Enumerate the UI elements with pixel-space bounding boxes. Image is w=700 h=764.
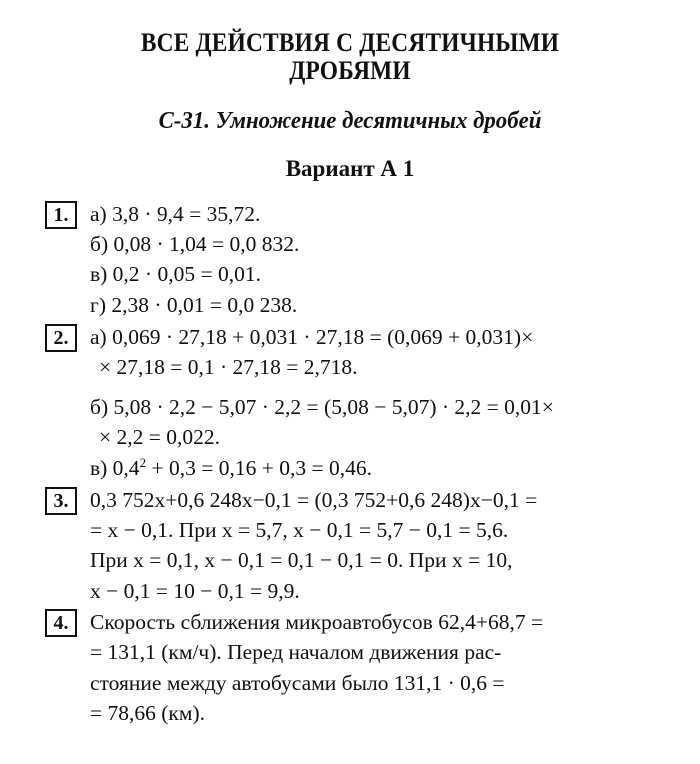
problem-line: = 131,1 (км/ч). Перед началом движения рас- [90,640,502,664]
problem-line: x − 0,1 = 10 − 0,1 = 9,9. [90,579,300,603]
problem-line: в) 0,2 · 0,05 = 0,01. [90,262,261,286]
problem-line: × 2,2 = 0,022. [99,425,221,449]
problem-line: а) 0,069 · 27,18 + 0,031 · 27,18 = (0,069 + 0,031)× [90,325,534,349]
problem-line: в) $0,4^2 + 0,3 = 0,16 + 0,3 = 0,46$. [90,454,372,480]
page-title-line2: ДРОБЯМИ [289,56,411,85]
problem-line: × 27,18 = 0,1 · 27,18 = 2,718. [99,355,358,379]
problem-line: = 78,66 (км). [90,701,205,725]
problem-line: = x − 0,1. При x = 5,7, x − 0,1 = 5,7 − 0,1 = 5,6. [90,518,509,542]
page-title-line1: ВСЕ ДЕЙСТВИЯ С ДЕСЯТИЧНЫМИ [140,28,560,57]
problem-number-box: 1. [45,201,77,229]
variant-title: Вариант А 1 [285,156,415,181]
problem-number-box: 2. [45,324,77,352]
problem-line: 0,3 752x+0,6 248x−0,1 = (0,3 752+0,6 248)x−0,1 = [90,488,538,512]
problem-line: Скорость сближения микроавтобусов 62,4+68,7 = [90,610,544,634]
problem-line: а) 3,8 · 9,4 = 35,72. [90,202,261,226]
problem-number-box: 3. [45,487,77,515]
problem-number-box: 4. [45,609,77,637]
problem-line: стояние между автобусами было 131,1 · 0,6 = [90,671,505,695]
problem-line: б) 0,08 · 1,04 = 0,0 832. [90,232,300,256]
problem-line: г) 2,38 · 0,01 = 0,0 238. [90,293,298,317]
problem-line: б) 5,08 · 2,2 − 5,07 · 2,2 = (5,08 − 5,07) · 2,2 = 0,01× [90,395,554,419]
section-title: С-31. Умножение десятичных дробей [158,108,542,134]
problem-line: При x = 0,1, x − 0,1 = 0,1 − 0,1 = 0. При x = 10, [90,548,513,572]
